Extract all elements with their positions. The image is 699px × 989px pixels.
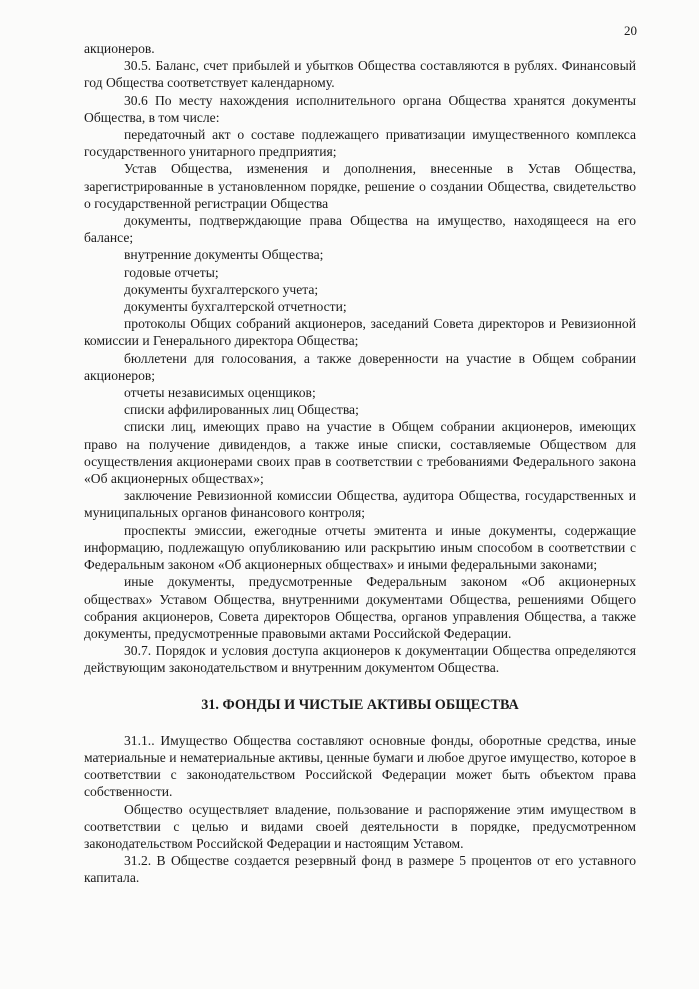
paragraph-property: Общество осуществляет владение, пользование и распоряжение этим имуществом в соответствии с целью и видами своей деятельности в порядке, предусмотренном законодательством Российской Федерации и настоящим Уставом. [84,801,636,851]
list-item: Устав Общества, изменения и дополнения, внесенные в Устав Общества, зарегистрированные в установленном порядке, решение о создании Общества, свидетельство о государственной регистрации Общества [84,161,636,211]
list-item: годовые отчеты; [124,264,219,280]
list-item: иные документы, предусмотренные Федеральным законом «Об акционерных обществах» Уставом Общества, внутренними документами Общества, решениями Общего собрания акционеров, Совета директоров Общества, органов управления Общества, а также документы, предусмотренные правовыми актами Российской Федерации. [84,574,636,641]
paragraph-continuation: акционеров. [84,41,155,56]
paragraph-30-6: 30.6 По месту нахождения исполнительного органа Общества хранятся документы Общества, в том числе: [84,92,636,125]
list-item: списки аффилированных лиц Общества; [124,402,359,418]
list-item: документы бухгалтерского учета; [124,281,319,297]
paragraph-30-5: 30.5. Баланс, счет прибылей и убытков Общества составляются в рублях. Финансовый год Общества соответствует календарному. [84,58,636,91]
list-item: бюллетени для голосования, а также доверенности на участие в Общем собрании акционеров; [84,350,636,383]
paragraph-31-2: 31.2. В Обществе создается резервный фонд в размере 5 процентов от его уставного капитала. [84,853,636,886]
documents-list [84,126,636,642]
list-item: списки лиц, имеющих право на участие в Общем собрании акционеров, имеющих право на получение дивидендов, а также иные списки, составляемые Обществом для осуществления акционерами своих прав в соответствии с требованиями Федерального закона «Об акционерных обществах»; [84,419,636,487]
list-item: передаточный акт о составе подлежащего приватизации имущественного комплекса государственного унитарного предприятия; [84,127,636,160]
list-item: протоколы Общих собраний акционеров, заседаний Совета директоров и Ревизионной комиссии и Генерального директора Общества; [84,316,636,349]
document-body [84,40,636,887]
page-number: 20 [624,23,637,38]
section-heading: 31. ФОНДЫ И ЧИСТЫЕ АКТИВЫ ОБЩЕСТВА [201,696,519,713]
list-item: документы, подтверждающие права Общества на имущество, находящееся на его балансе; [84,213,636,246]
list-item: проспекты эмиссии, ежегодные отчеты эмитента и иные документы, содержащие информацию, подлежащую опубликованию или раскрытию иным способом в соответствии с Федеральным законом «Об акционерных обществах» и иными федеральными законами; [84,522,636,573]
paragraph-30-7: 30.7. Порядок и условия доступа акционеров к документации Общества определяются действующим законодательством и внутренним документом Общества. [84,643,636,676]
list-item: отчеты независимых оценщиков; [124,385,316,401]
list-item: документы бухгалтерской отчетности; [124,299,347,315]
list-item: заключение Ревизионной комиссии Общества, аудитора Общества, государственных и муниципальных органов финансового контроля; [84,488,636,521]
list-item: внутренние документы Общества; [124,247,324,263]
paragraph-31-1: 31.1.. Имущество Общества составляют основные фонды, оборотные средства, иные материальные и нематериальные активы, ценные бумаги и любое другое имущество, которое в соответствии с законодательством Российской Федерации может быть объектом права собственности. [84,732,636,800]
